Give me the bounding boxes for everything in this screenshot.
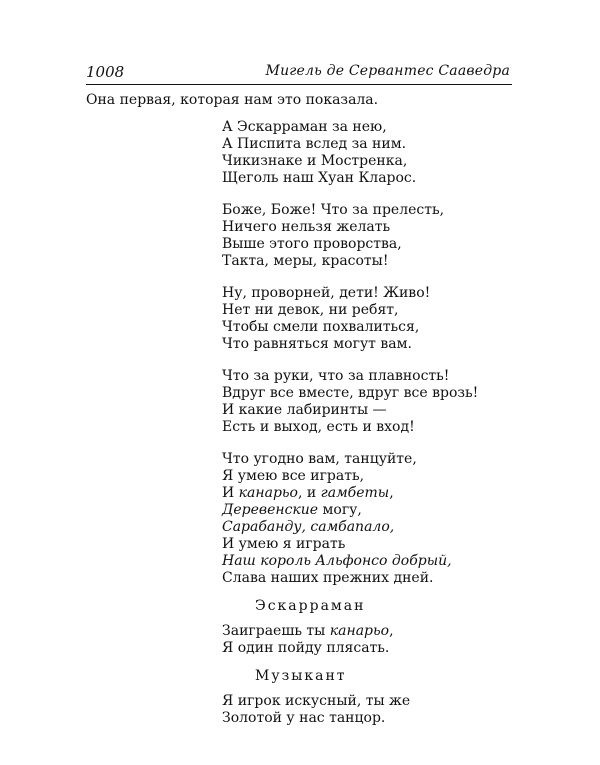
verse-line: Я один пойду плясать. bbox=[222, 640, 390, 656]
italic-word: гамбеты bbox=[320, 485, 390, 501]
speaker-musician: Музыкант bbox=[255, 668, 347, 684]
stanza-2 bbox=[222, 202, 522, 270]
italic-word: Деревенские bbox=[222, 502, 319, 518]
stanza-musician bbox=[222, 693, 522, 727]
verse-line: Слава наших прежних дней. bbox=[222, 570, 434, 586]
stanza-3 bbox=[222, 285, 522, 353]
verse-line: Что угодно вам, танцуйте, bbox=[222, 451, 417, 467]
verse-line: Я игрок искусный, ты же bbox=[222, 693, 411, 709]
poem-body bbox=[222, 119, 522, 742]
verse-line: Боже, Боже! Что за прелесть, bbox=[222, 202, 445, 218]
italic-word: канарьо bbox=[329, 623, 390, 639]
stanza-5 bbox=[222, 451, 522, 587]
verse-line: Выше этого проворства, bbox=[222, 236, 402, 252]
verse-line bbox=[222, 553, 522, 570]
intro-line: Она первая, которая нам это показала. bbox=[86, 92, 379, 108]
verse-line: А Эскарраман за нею, bbox=[222, 119, 387, 135]
verse-line: Вдруг все вместе, вдруг все врозь! bbox=[222, 385, 479, 401]
verse-line: Чикизнаке и Мостренка, bbox=[222, 153, 408, 169]
verse-line: И канарьо, и гамбеты, bbox=[222, 485, 394, 501]
stanza-escarraman bbox=[222, 623, 522, 657]
verse-line: А Писпита вслед за ним. bbox=[222, 136, 407, 152]
verse-line: Есть и выход, есть и вход! bbox=[222, 419, 415, 435]
verse-line: Такта, меры, красоты! bbox=[222, 253, 389, 269]
italic-word: Сарабанду, самбапало, bbox=[222, 519, 395, 535]
verse-line bbox=[222, 623, 522, 640]
running-head: Мигель де Сервантес Сааведра bbox=[265, 63, 510, 79]
page-header bbox=[86, 63, 512, 83]
italic-word: Наш король Альфонсо добрый, bbox=[222, 553, 452, 569]
verse-line: И какие лабиринты — bbox=[222, 402, 387, 418]
verse-line: И умею я играть bbox=[222, 536, 346, 552]
verse-line: Деревенские могу, bbox=[222, 502, 362, 518]
stanza-4 bbox=[222, 368, 522, 436]
verse-line: Золотой у нас танцор. bbox=[222, 710, 386, 726]
verse-text: Заиграешь ты bbox=[222, 623, 326, 639]
verse-line bbox=[222, 519, 522, 536]
speaker-escarraman: Эскарраман bbox=[255, 598, 366, 614]
header-rule bbox=[86, 84, 512, 85]
verse-line: Ну, проворней, дети! Живо! bbox=[222, 285, 431, 301]
verse-line: Чтобы смели похвалиться, bbox=[222, 319, 420, 335]
comma: , bbox=[389, 623, 394, 639]
verse-line: Нет ни девок, ни ребят, bbox=[222, 302, 399, 318]
verse-line: Ничего нельзя желать bbox=[222, 219, 391, 235]
verse-line: Я умею все играть, bbox=[222, 468, 365, 484]
stanza-1 bbox=[222, 119, 522, 187]
verse-line: Что равняться могут вам. bbox=[222, 336, 412, 352]
page-number: 1008 bbox=[86, 63, 125, 81]
verse-line: Что за руки, что за плавность! bbox=[222, 368, 450, 384]
italic-word: канарьо bbox=[238, 485, 298, 501]
verse-line: Щеголь наш Хуан Кларос. bbox=[222, 170, 417, 186]
